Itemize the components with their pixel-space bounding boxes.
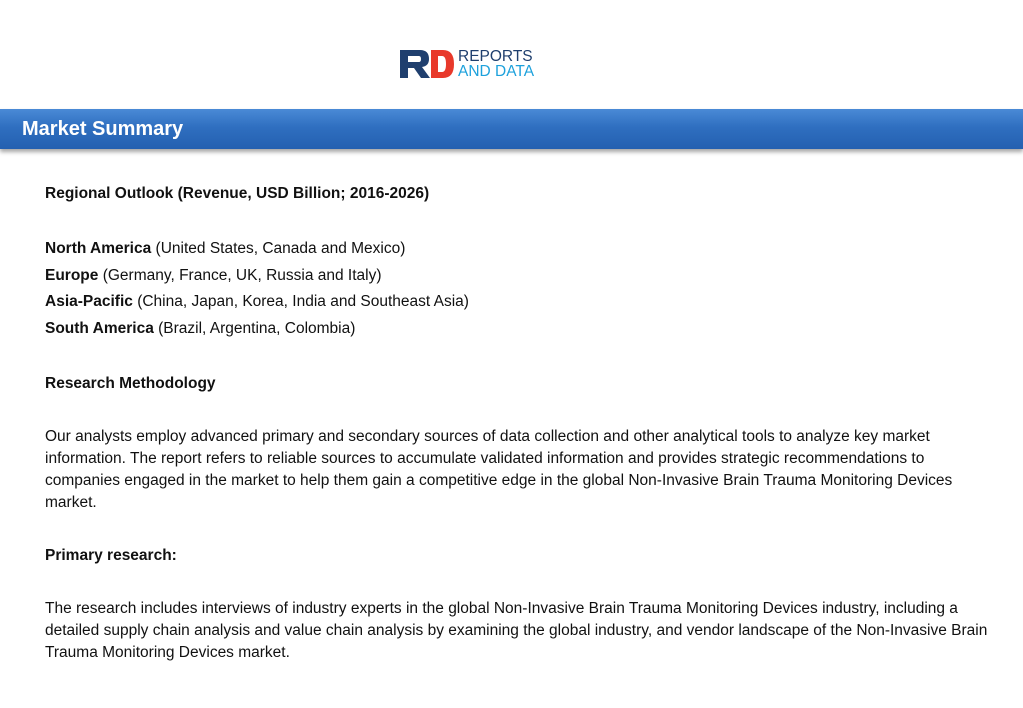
logo-text-reports: REPORTS xyxy=(458,48,533,65)
region-detail: (Germany, France, UK, Russia and Italy) xyxy=(98,266,382,284)
region-name: South America xyxy=(45,319,154,337)
section-banner xyxy=(0,109,1023,149)
region-detail: (Brazil, Argentina, Colombia) xyxy=(153,319,356,337)
region-detail: (United States, Canada and Mexico) xyxy=(151,240,406,257)
primary-research-heading: Primary research: xyxy=(45,547,177,564)
rd-logo-mark-icon xyxy=(400,48,455,80)
region-name: Europe xyxy=(45,266,99,284)
region-item xyxy=(45,289,995,316)
research-methodology-body: Our analysts employ advanced primary and secondary sources of data collection and other analytical tools to analyze key market information. The report refers to reliable sources to accumulate validated information and provides strategic recommendations to companies engaged in the market to help them gain a competitive edge in the global Non-Invasive Brain Trauma Monitoring Devices market. xyxy=(45,428,953,511)
region-item xyxy=(45,263,995,290)
regional-outlook-heading: Regional Outlook (Revenue, USD Billion; 2016-2026) xyxy=(45,185,430,202)
logo-text-and-data: AND DATA xyxy=(458,63,535,80)
primary-research-body: The research includes interviews of industry experts in the global Non-Invasive Brain Trauma Monitoring Devices industry, including a detailed supply chain analysis and value chain analysis by examining the global industry, and vendor landscape of the Non-Invasive Brain Trauma Monitoring Devices market. xyxy=(45,600,988,661)
research-methodology-heading: Research Methodology xyxy=(45,375,216,392)
region-item xyxy=(45,316,995,343)
region-item xyxy=(45,236,995,263)
document-body xyxy=(45,183,995,664)
reports-and-data-logo xyxy=(400,48,534,80)
region-detail: (China, Japan, Korea, India and Southeast Asia) xyxy=(132,293,469,310)
logo-wordmark xyxy=(458,49,534,79)
region-name: Asia-Pacific xyxy=(45,293,133,310)
region-name: North America xyxy=(45,240,152,257)
banner-title: Market Summary xyxy=(22,117,184,140)
regions-list xyxy=(45,236,995,342)
